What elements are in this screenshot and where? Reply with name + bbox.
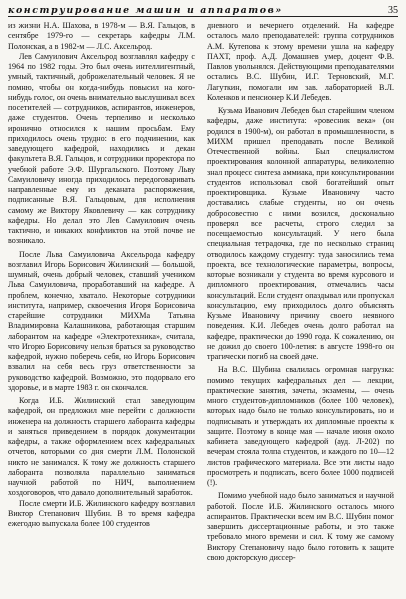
paragraph: Когда И.Б. Жилинский стал заведующим кафедрой, он предложил мне перейти с должности инженера на должность старшего лаборанта кафедры и заняться приведением в порядок документации кафедры, а также оформлением всех кафедральных отчетов, которыми со дня смерти Л.М. Полонской никто не занимался. К тому же должность старшего лаборанта позволяла параллельно заниматься научной работой по НИЧ, выполнением хоздоговоров, что давало дополнительный заработок.: [8, 396, 195, 498]
running-header: [8, 2, 400, 16]
left-column: [8, 21, 195, 595]
right-column: [207, 21, 394, 595]
paragraph: из жизни Н.А. Шахова, в 1978-м — В.Я. Гальцов, в сентябре 1979-го — секретарь кафедры Л.М. Полонская, а в 1982-м — Л.С. Аксельрод.: [8, 21, 195, 51]
header-title: конструирование машин и аппаратов»: [8, 5, 283, 16]
paragraph: Лев Самуилович Аксельрод возглавлял кафедру с 1964 по 1982 годы. Это был очень интеллигентный, умный, тактичный, доброжелательный человек. Я не помню, чтобы он когда-нибудь повысил на кого-нибудь голос, он очень внимательно выслушивал всех посетителей — сотрудников, аспирантов, инженеров, даже студентов. Очень терпеливо и несколько иронично относился к нашим просьбам. Ему приходилось очень трудно: в его подчинении, как заведующего кафедрой, находились и декан факультета В.Я. Гальцов, и сотрудники проректора по учебной работе Э.Ф. Шургальского. Поэтому Льву Самуиловичу иногда приходилось передоговаривать направленные ему из деканата распоряжения, подписанные В.Я. Гальцовым, для исполнения самому же Виктору Яковлевичу — как сотруднику кафедры. Но делал это Лев Самуилович очень тактично, и никаких конфликтов на этой почве не возникало.: [8, 51, 195, 246]
header-rule: [8, 16, 398, 17]
paragraph: После Льва Самуиловича Аксельрода кафедру возглавил Игорь Борисович Жилинский — большой, шумный, очень добрый человек, ставший учеником Льва Самуиловича, проработавший на кафедре. А проблем, конечно, хватало. Некоторые сотрудники института, например, сквоечения Игоря Борисовича старейшие сотрудники МИХМа Татьяна Владимировна Калашникова, работающая старшим лаборантом на кафедре «Электротехника», считала, что Игорю Борисовичу нельзя браться за руководство кафедрой, нужно поберечь себя, но Игорь Борисович взвалил на себя весь груз ответственности за руководство кафедрой. Возможно, это подорвало его здоровье, и в марте 1983 г. он скончался.: [8, 249, 195, 392]
paragraph: дневного и вечернего отделений. На кафедре осталось мало преподавателей: группа сотрудников А.М. Кутепова к этому времени ушла на кафедру ПАХТ, проф. А.Д. Домашнев умер, доцент Ф.В. Павлов увольнялся. Действующими преподавателями остались В.С. Шубин, И.Г. Терновский, М.Г. Лагуткин, помогали им зав. лабораторией В.Л. Коленков и пенсионер К.И Лебедев.: [207, 21, 394, 102]
paragraph: Кузьма Иванович Лебедев был старейшим членом кафедры, даже институтa: «ровесник века» (он родился в 1900-м), он работал в промышленности, в МИХМ пришел преподавать после Великой Отечественной войны. Был специалистом проектирования колонной аппаратуры, великолепно знал процесс синтеза аммиака, при консультировании студентов использовал свой богатейший опыт проектировщика. Кузьме Ивановичу часто доставались слабые студенты, но он очень добросовестно с ними возился, досконально проверял все расчеты, строго следил за посещаемостью консультаций. У него была специальная тетрадочка, где по несколько страниц отводилось каждому студенту: туда заносились тема проекта, все технологические параметры, вопросы, которые возникали у студента во время курсового и дипломного проектирования, отмечались часы консультаций. Если студент опаздывал или пропускал консультацию, ему приходилось долго объяснять Кузьме Ивановичу причину своего неявного поведения. К.И. Лебедев очень долго работал на кафедре, практически до 1990 года. К сожалению, он не дожил до своего 100-летия: в августе 1998-го он трагически погиб на своей даче.: [207, 106, 394, 361]
paragraph: Помимо учебной надо было заниматься и научной работой. После И.Б. Жилинского осталось много аспирантов. Практически всем им В.С. Шубин помог завершить диссертационные работы, и это также требовало много времени и сил. К тому же самому Виктору Степановичу надо было готовить к защите свою докторскую диссер-: [207, 491, 394, 562]
paragraph: После смерти И.Б. Жилинского кафедру возглавил Виктор Степанович Шубин. В то время кафедра ежегодно выпускала более 100 студентов: [8, 498, 195, 528]
page-number: 35: [388, 5, 398, 16]
paragraph: На В.С. Шубина свалилась огромная нагрузка: помимо текущих кафедральных дел — лекции, практические занятия, зачеты, экзамены, — очень много студентов-дипломников (более 100 человек), которых надо было не только консультировать, но и подписывать и утверждать их дипломные проекты к защите. Поэтому в конце мая — начале июня около кабинета заведующего кафедрой (ауд. Л-202) по вечерам стояла толпа студентов, и каждого по 10—12 листов графического материала. Все эти листы надо просмотреть и подписать, всего более 1000 подписей (!).: [207, 365, 394, 487]
